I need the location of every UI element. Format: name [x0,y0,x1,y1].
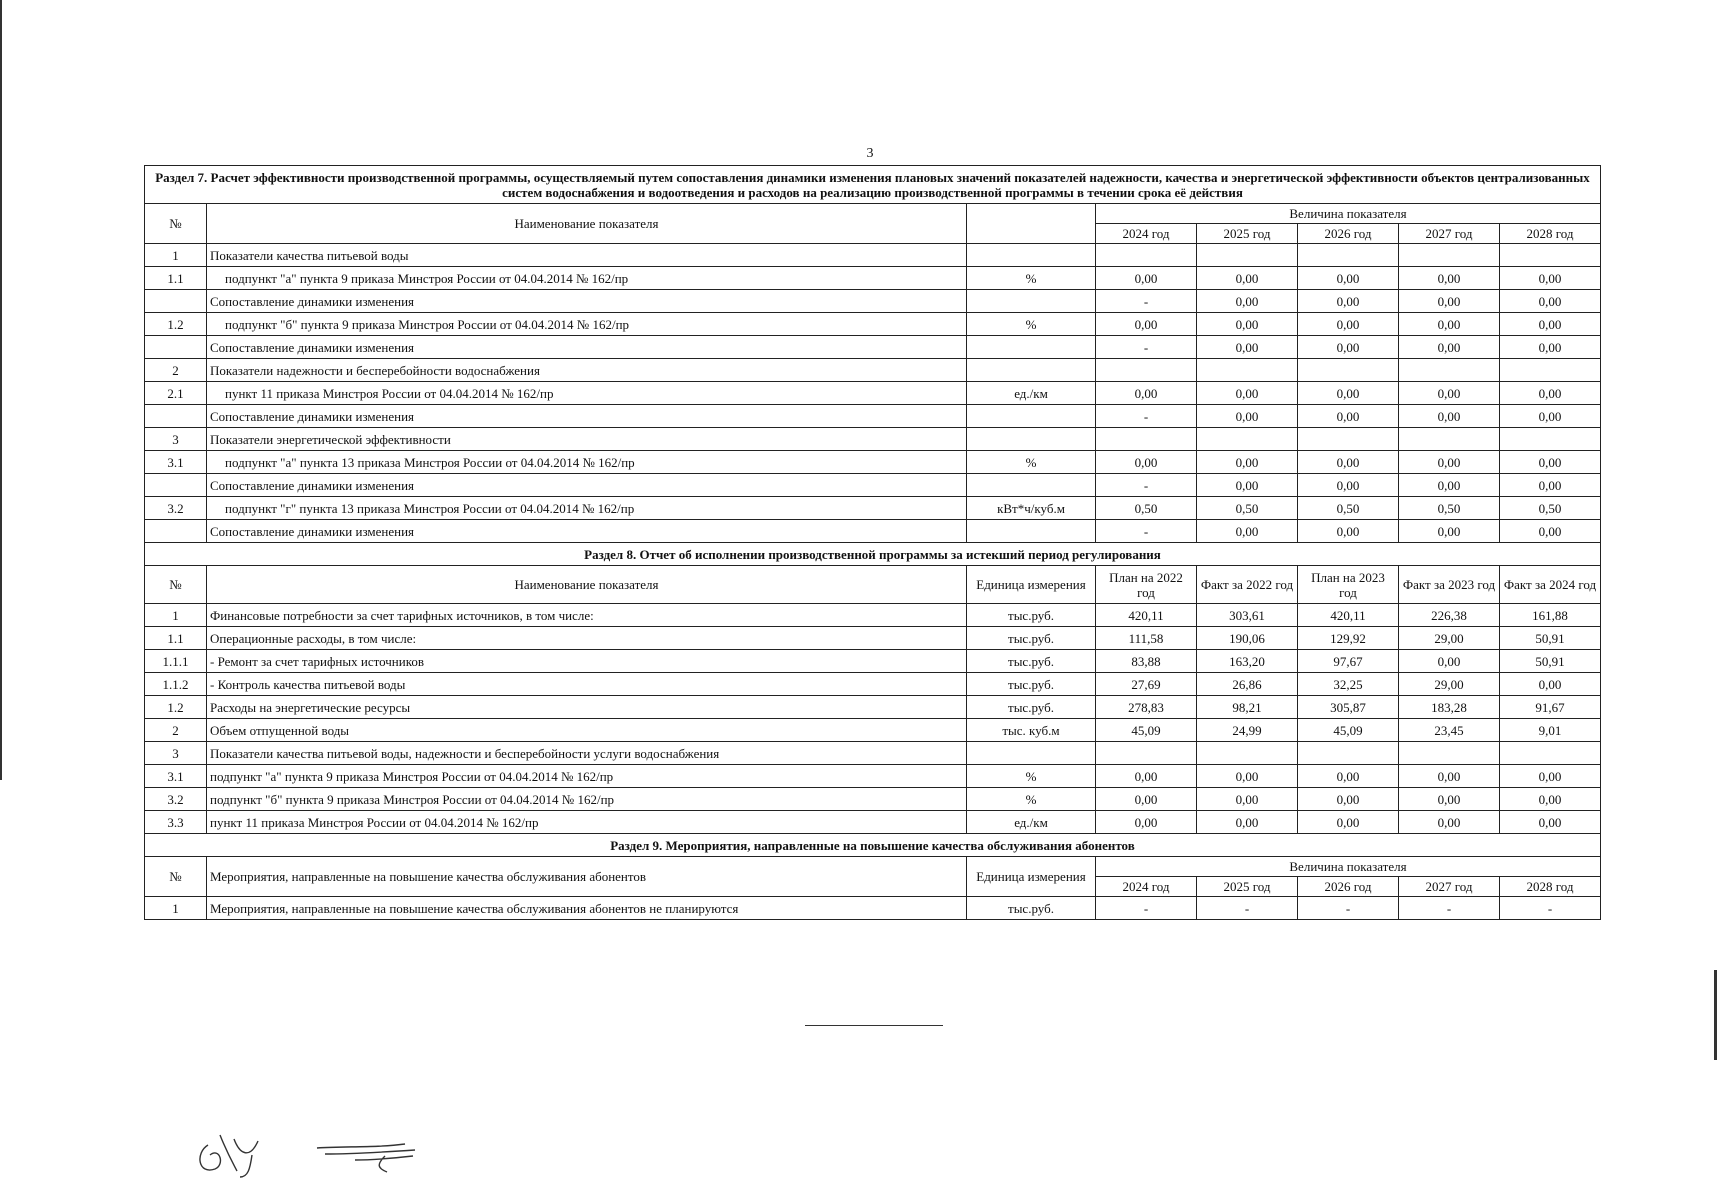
row-value: 0,00 [1399,788,1500,811]
row-num [145,405,207,428]
row-unit [967,244,1096,267]
row-num: 2.1 [145,382,207,405]
row-value: 9,01 [1500,719,1601,742]
row-value: 45,09 [1096,719,1197,742]
row-value: 0,00 [1096,811,1197,834]
table-row [145,359,1601,382]
row-unit: ед./км [967,811,1096,834]
row-value: 0,00 [1298,474,1399,497]
header-year: 2025 год [1197,224,1298,244]
row-num: 3 [145,742,207,765]
row-value: 0,00 [1096,382,1197,405]
row-value [1500,742,1601,765]
row-value: 83,88 [1096,650,1197,673]
row-unit [967,520,1096,543]
row-value: - [1096,405,1197,428]
row-value: 0,00 [1096,451,1197,474]
section8-title-row [145,543,1601,566]
row-unit: тыс.руб. [967,604,1096,627]
row-value [1298,428,1399,451]
table-row [145,897,1601,920]
row-value: 183,28 [1399,696,1500,719]
page-number: 3 [866,146,874,161]
header-period: Факт за 2024 год [1500,566,1601,604]
row-value: 0,00 [1298,451,1399,474]
row-value: 0,50 [1298,497,1399,520]
row-value: 0,00 [1500,520,1601,543]
row-value: 0,00 [1096,765,1197,788]
scan-edge-right [1714,970,1717,1060]
row-value: - [1096,520,1197,543]
row-value: 190,06 [1197,627,1298,650]
header-group: Величина показателя [1096,204,1601,224]
row-unit: ед./км [967,382,1096,405]
row-value [1399,428,1500,451]
row-name: Показатели надежности и бесперебойности водоснабжения [207,359,967,382]
row-value: - [1399,897,1500,920]
row-value: 0,00 [1500,451,1601,474]
footer-divider [805,1025,943,1026]
row-num [145,290,207,313]
row-value: 50,91 [1500,650,1601,673]
row-value: 27,69 [1096,673,1197,696]
row-value: 0,00 [1500,788,1601,811]
header-num: № [145,204,207,244]
section9-title: Раздел 9. Мероприятия, направленные на повышение качества обслуживания абонентов [145,834,1601,857]
row-value [1399,359,1500,382]
table-row [145,497,1601,520]
row-num: 1.1 [145,267,207,290]
row-unit: тыс. куб.м [967,719,1096,742]
row-num: 3.3 [145,811,207,834]
header-period: Факт за 2023 год [1399,566,1500,604]
row-value [1096,359,1197,382]
row-name: пункт 11 приказа Минстроя России от 04.04.2014 № 162/пр [207,382,967,405]
header-year: 2027 год [1399,224,1500,244]
header-year: 2028 год [1500,877,1601,897]
row-unit [967,336,1096,359]
header-year: 2026 год [1298,877,1399,897]
table-row [145,405,1601,428]
row-value: 29,00 [1399,673,1500,696]
row-name: Расходы на энергетические ресурсы [207,696,967,719]
row-name: - Контроль качества питьевой воды [207,673,967,696]
row-name: Сопоставление динамики изменения [207,474,967,497]
row-value: 0,00 [1399,336,1500,359]
row-value: 0,00 [1500,382,1601,405]
header-name: Наименование показателя [207,204,967,244]
row-num [145,336,207,359]
row-value: 26,86 [1197,673,1298,696]
header-year: 2024 год [1096,224,1197,244]
row-name: пункт 11 приказа Минстроя России от 04.04.2014 № 162/пр [207,811,967,834]
row-value: - [1096,290,1197,313]
header-year: 2024 год [1096,877,1197,897]
row-value: 45,09 [1298,719,1399,742]
row-value: 0,00 [1399,290,1500,313]
row-value: - [1197,897,1298,920]
row-value: - [1096,474,1197,497]
row-num: 1.2 [145,696,207,719]
row-name: Показатели качества питьевой воды [207,244,967,267]
row-value [1399,244,1500,267]
row-value: 0,00 [1399,451,1500,474]
row-value: 0,00 [1298,788,1399,811]
table-row [145,719,1601,742]
row-num: 1 [145,604,207,627]
row-value: 24,99 [1197,719,1298,742]
row-value: 0,00 [1096,788,1197,811]
table-body [145,166,1601,920]
section7-header-row [145,204,1601,224]
header-num: № [145,857,207,897]
row-value [1500,359,1601,382]
row-num: 3 [145,428,207,451]
row-value: - [1096,336,1197,359]
row-value: 0,00 [1500,474,1601,497]
table-row [145,451,1601,474]
row-num: 2 [145,719,207,742]
row-value: 0,00 [1298,520,1399,543]
row-value: 0,00 [1500,811,1601,834]
row-value [1197,428,1298,451]
row-value: 0,00 [1197,313,1298,336]
row-name: подпункт "а" пункта 9 приказа Минстроя России от 04.04.2014 № 162/пр [207,765,967,788]
row-unit [967,474,1096,497]
row-value: 0,00 [1096,267,1197,290]
table-row [145,382,1601,405]
row-value: 111,58 [1096,627,1197,650]
section9-header-row [145,857,1601,877]
row-value: 0,50 [1500,497,1601,520]
header-period: Факт за 2022 год [1197,566,1298,604]
row-value: 0,00 [1298,382,1399,405]
row-name: Сопоставление динамики изменения [207,336,967,359]
row-value: 97,67 [1298,650,1399,673]
row-num: 1.1 [145,627,207,650]
row-value: 91,67 [1500,696,1601,719]
header-group: Величина показателя [1096,857,1601,877]
header-num: № [145,566,207,604]
row-name: Сопоставление динамики изменения [207,405,967,428]
row-value: 0,00 [1399,313,1500,336]
row-value: 0,00 [1197,336,1298,359]
row-value: 0,00 [1399,520,1500,543]
row-value [1197,742,1298,765]
row-value: 0,00 [1298,811,1399,834]
row-value: 0,50 [1096,497,1197,520]
row-value: - [1500,897,1601,920]
row-value [1298,359,1399,382]
row-name: подпункт "г" пункта 13 приказа Минстроя России от 04.04.2014 № 162/пр [207,497,967,520]
row-value: 32,25 [1298,673,1399,696]
table-row [145,428,1601,451]
row-value: 0,00 [1399,650,1500,673]
row-name: Показатели качества питьевой воды, надежности и бесперебойности услуги водоснабжения [207,742,967,765]
row-value: 303,61 [1197,604,1298,627]
row-value: 0,50 [1197,497,1298,520]
row-unit: % [967,313,1096,336]
header-unit: Единица измерения [967,566,1096,604]
row-value: 0,00 [1298,313,1399,336]
row-value [1399,742,1500,765]
section7-title-row [145,166,1601,204]
row-value: 129,92 [1298,627,1399,650]
header-unit [967,204,1096,244]
header-year: 2027 год [1399,877,1500,897]
row-num: 3.2 [145,788,207,811]
row-value: 0,00 [1500,290,1601,313]
row-value [1298,244,1399,267]
row-unit: % [967,788,1096,811]
row-value: 278,83 [1096,696,1197,719]
row-value: 0,50 [1399,497,1500,520]
row-value: 163,20 [1197,650,1298,673]
program-table [144,165,1601,920]
table-row [145,267,1601,290]
row-value [1197,359,1298,382]
signature-1 [190,1125,285,1180]
row-value [1197,244,1298,267]
row-value: 0,00 [1298,267,1399,290]
row-value: 0,00 [1399,765,1500,788]
row-name: Финансовые потребности за счет тарифных источников, в том числе: [207,604,967,627]
row-value: 0,00 [1197,405,1298,428]
row-num [145,520,207,543]
header-year: 2028 год [1500,224,1601,244]
section8-header-row [145,566,1601,604]
row-unit: тыс.руб. [967,650,1096,673]
row-value [1096,742,1197,765]
row-value: 0,00 [1197,811,1298,834]
row-unit [967,290,1096,313]
table-row [145,604,1601,627]
header-period: План на 2023 год [1298,566,1399,604]
row-value: 0,00 [1399,474,1500,497]
row-value: 98,21 [1197,696,1298,719]
row-name: Мероприятия, направленные на повышение качества обслуживания абонентов не планируются [207,897,967,920]
scan-edge-left [0,0,2,780]
table-row [145,742,1601,765]
row-name: Показатели энергетической эффективности [207,428,967,451]
row-value: 0,00 [1197,290,1298,313]
row-value: 0,00 [1197,474,1298,497]
row-unit: % [967,765,1096,788]
row-unit: кВт*ч/куб.м [967,497,1096,520]
row-value: 0,00 [1399,267,1500,290]
table-row [145,290,1601,313]
row-value: 420,11 [1096,604,1197,627]
signature-2 [315,1138,425,1178]
row-name: - Ремонт за счет тарифных источников [207,650,967,673]
row-unit: тыс.руб. [967,696,1096,719]
row-value: 0,00 [1500,765,1601,788]
table-row [145,811,1601,834]
row-value: 0,00 [1298,405,1399,428]
row-unit: % [967,267,1096,290]
row-value: 0,00 [1197,267,1298,290]
row-value: 23,45 [1399,719,1500,742]
row-value: 50,91 [1500,627,1601,650]
row-name: подпункт "б" пункта 9 приказа Минстроя России от 04.04.2014 № 162/пр [207,313,967,336]
row-value [1096,428,1197,451]
table-row [145,474,1601,497]
table-row [145,627,1601,650]
row-value: 0,00 [1500,313,1601,336]
row-value: 0,00 [1500,673,1601,696]
row-num: 1.1.2 [145,673,207,696]
row-unit: тыс.руб. [967,897,1096,920]
row-value: 29,00 [1399,627,1500,650]
row-unit: % [967,451,1096,474]
table-row [145,244,1601,267]
table-row [145,650,1601,673]
row-name: Операционные расходы, в том числе: [207,627,967,650]
row-unit: тыс.руб. [967,673,1096,696]
row-value [1096,244,1197,267]
row-value: 161,88 [1500,604,1601,627]
row-value: 0,00 [1197,788,1298,811]
row-unit [967,405,1096,428]
row-value: 0,00 [1197,451,1298,474]
row-name: подпункт "а" пункта 9 приказа Минстроя России от 04.04.2014 № 162/пр [207,267,967,290]
row-unit [967,359,1096,382]
row-value: 0,00 [1399,405,1500,428]
row-name: Объем отпущенной воды [207,719,967,742]
row-value [1500,244,1601,267]
section8-title: Раздел 8. Отчет об исполнении производственной программы за истекший период регулирования [145,543,1601,566]
header-name: Наименование показателя [207,566,967,604]
header-unit: Единица измерения [967,857,1096,897]
header-year: 2025 год [1197,877,1298,897]
row-value: 420,11 [1298,604,1399,627]
table-row [145,520,1601,543]
row-value: 0,00 [1298,765,1399,788]
row-value: 0,00 [1197,382,1298,405]
row-value: 0,00 [1298,336,1399,359]
row-num: 2 [145,359,207,382]
row-value: 226,38 [1399,604,1500,627]
row-value: 0,00 [1399,811,1500,834]
table-row [145,673,1601,696]
row-value: 0,00 [1500,405,1601,428]
table-row [145,696,1601,719]
row-num: 3.1 [145,451,207,474]
table-row [145,765,1601,788]
row-value: 0,00 [1197,520,1298,543]
row-name: Сопоставление динамики изменения [207,520,967,543]
row-num: 1 [145,244,207,267]
table-row [145,313,1601,336]
row-unit: тыс.руб. [967,627,1096,650]
row-num: 1.1.1 [145,650,207,673]
row-value: 0,00 [1197,765,1298,788]
row-num: 3.1 [145,765,207,788]
row-num: 1 [145,897,207,920]
row-value: 0,00 [1500,267,1601,290]
row-num: 1.2 [145,313,207,336]
table-row [145,788,1601,811]
row-value: 305,87 [1298,696,1399,719]
row-name: Сопоставление динамики изменения [207,290,967,313]
row-value: 0,00 [1298,290,1399,313]
row-unit [967,428,1096,451]
row-value: 0,00 [1399,382,1500,405]
row-value: - [1096,897,1197,920]
row-value [1298,742,1399,765]
header-name: Мероприятия, направленные на повышение качества обслуживания абонентов [207,857,967,897]
row-name: подпункт "б" пункта 9 приказа Минстроя России от 04.04.2014 № 162/пр [207,788,967,811]
header-year: 2026 год [1298,224,1399,244]
row-value: 0,00 [1500,336,1601,359]
table-row [145,336,1601,359]
row-unit [967,742,1096,765]
row-value [1500,428,1601,451]
row-name: подпункт "а" пункта 13 приказа Минстроя России от 04.04.2014 № 162/пр [207,451,967,474]
section9-title-row [145,834,1601,857]
header-period: План на 2022 год [1096,566,1197,604]
row-value: 0,00 [1096,313,1197,336]
row-num: 3.2 [145,497,207,520]
section7-title: Раздел 7. Расчет эффективности производственной программы, осуществляемый путем сопоставления динамики изменения плановых значений показателей надежности, качества и энергетической эффективности объектов централизованных систем водоснабжения и водоотведения и расходов на реализацию производственной программы в течении срока её действия [145,166,1601,204]
row-value: - [1298,897,1399,920]
row-num [145,474,207,497]
